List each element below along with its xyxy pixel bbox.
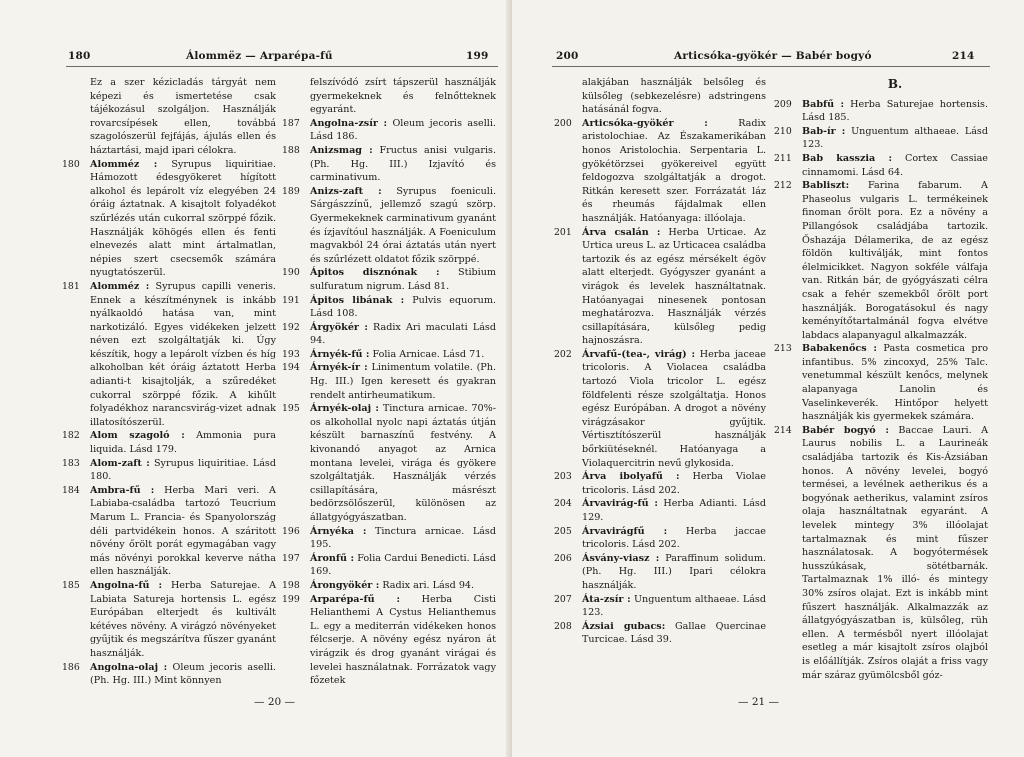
entry-term: Babér bogyó :: [802, 424, 889, 436]
entry-text: Folia Arnicae. Lásd 71.: [372, 348, 485, 360]
entry-number: 180: [62, 158, 80, 170]
entry-text: Farina fabarum. A Phaseolus vulgaris L. termékeinek finoman őrölt pora. Ez a növény a Pillangósok családjába tartozik. Őshazája Délamerika, de az egész földön kultiválják, mint fontos élelmicikket. Nagyon sokféle válfaja van. Ritkán bár, de gyógyászati célra csak a fehér szemekből őrölt port használják. Borogatásokul és nagy keményítőtartalmánál fogva elvétve labdacs alapanyagul alkalmazzák.: [802, 180, 988, 341]
entry-text: Herba Urticae. Az Urtica ureus L. az Urticacea családba tartozik és az egész mérsékelt égöv alatt elterjedt. Gyógyszer gyanánt a virágok és levelek használtatnak. Hatóanyagai ninesenek pontosan meghatározva. Használják vérzés csillapítására, külsőleg pedig hajnoszásra.: [582, 226, 766, 347]
entry-number: 205: [554, 525, 572, 537]
entry-term: Bab kasszia :: [802, 152, 893, 164]
entry-body: [802, 342, 988, 424]
entry-number: 187: [282, 117, 300, 129]
entry-body: [310, 552, 496, 579]
entry-term: Árvavirág-fű :: [582, 498, 658, 510]
entry-term: Arparépa-fű :: [310, 593, 401, 605]
entry-body: [582, 226, 766, 348]
entry-body: [310, 579, 496, 593]
right-column-number: 214: [952, 50, 975, 62]
entry-body: [310, 321, 496, 348]
entry-text: Syrupus capilli veneris. Ennek a készítménynek is inkább nyálkaoldó hatása van, mint narkotizáló. Egyes vidékeken jelzett néven ezt szolgáltatják ki. Úgy készítik, hogy a lepárolt vízben és híg alkoholban két óráig áztatott Herba adianti-t kisajtolják, a szűredéket cukorral szörppé főzik. A kihűlt folyadékhoz narancsvirág-vizet adnak illatosítószerül.: [90, 280, 276, 428]
entry-text: Oleum jecoris aselli. Lásd 186.: [310, 117, 496, 143]
dictionary-entry: [282, 144, 496, 185]
entry-number: 182: [62, 430, 80, 442]
dictionary-entry: [282, 348, 496, 362]
entry-number: 183: [62, 457, 80, 469]
entry-term: Árongyökér :: [310, 579, 380, 591]
entry-body: [582, 593, 766, 620]
entry-number: 188: [282, 144, 300, 156]
entry-text: felszívódó zsírt tápszerül használják gyermekeknek és felnőtteknek egyaránt.: [310, 77, 496, 116]
entry-number: 211: [774, 152, 792, 164]
dictionary-entry: [282, 552, 496, 579]
entry-continuation: [554, 76, 766, 117]
dictionary-entry: [62, 158, 276, 280]
entry-text: Stibium sulfuratum nigrum. Lásd 81.: [310, 267, 496, 292]
right-running-head: Articsóka-gyökér — Babér bogyó: [674, 50, 872, 62]
left-column-2: [282, 76, 496, 688]
dictionary-entry: [774, 179, 988, 342]
entry-text: Herba Cisti Helianthemi A Cystus Helianthemus L. egy a mediterrán vidékeken honos félcserje. A növény egész nyáron át virágzik és drog gyanánt virágai és levelei használatnak. Forrázatok vagy főzetek: [310, 593, 496, 687]
right-page: [512, 0, 1024, 757]
dictionary-entry: [282, 593, 496, 688]
entry-term: Anizs-zaft :: [310, 185, 382, 197]
entry-body: [802, 98, 988, 125]
entry-text: Oleum jecoris aselli. (Ph. Hg. III.) Mint könnyen: [90, 661, 276, 687]
entry-body: [582, 497, 766, 524]
entry-term: Babfű :: [802, 98, 845, 110]
entry-number: 203: [554, 471, 572, 483]
dictionary-entry: [774, 342, 988, 424]
entry-number: 213: [774, 343, 792, 355]
entry-body: [582, 620, 766, 647]
entry-number: 207: [554, 593, 572, 605]
entry-text: Ammonia pura liquida. Lásd 179.: [90, 430, 276, 456]
dictionary-entry: [282, 294, 496, 321]
entry-text: Radix Ari maculati Lásd 94.: [310, 321, 496, 347]
entry-body: [90, 457, 276, 484]
entry-number: 199: [282, 593, 300, 605]
entry-body: [90, 76, 276, 158]
left-folio: — 20 —: [254, 696, 296, 708]
entry-text: alakjában használják belsőleg és külsőleg (sebkezelésre) adstringens hatásánál fogva.: [582, 77, 766, 116]
entry-text: Baccae Lauri. A Laurus nobilis L. a Laurineák családjába tartozik és Kis-Ázsiában honos. A növény levelei, bogyó termései, a levélnek aetherikus és a bogyónak aetherikus, valamint zsíros olaja használtatnak egyaránt. A levelek mintegy 3% illóolajat tartalmaznak és mint fűszer használatosak. A bogyótermések husszúkásak, sötétbarnák. Tartalmaznak 1% illó- és mintegy 30% zsíros olajat. Ezt is inkább mint fűszert használják. Alkalmazzák az állatgyógyászatban is, külsőleg, rüh ellen. A termésből nyert illóolajat esetleg a már kisajtolt zsíros olajból is előállítják. Zsíros olaját a friss vagy már száraz gyümölcsből góz-: [802, 424, 988, 681]
entry-body: [90, 661, 276, 688]
entry-text: Pasta cosmetica pro infantibus. 5% zincoxyd, 25% Talc. venetummal készült kenőcs, melynek alapanyaga Lanolin és Vaselinkeverék. Hintőpor helyett használják kis gyermekek számára.: [802, 343, 988, 423]
entry-body: [802, 152, 988, 179]
entry-term: Áronfű :: [310, 552, 355, 564]
entry-term: Árnyék-ír :: [310, 362, 368, 374]
entry-number: 200: [554, 117, 572, 129]
left-column-number: 199: [466, 50, 489, 62]
entry-body: [310, 185, 496, 267]
entry-number: 201: [554, 226, 572, 238]
entry-body: [90, 579, 276, 661]
entry-text: Cortex Cassiae cinnamomi. Lásd 64.: [802, 152, 988, 178]
entry-text: Fructus anisi vulgaris. (Ph. Hg. III.) Izjavító és carminativum.: [310, 144, 496, 184]
entry-term: Ápitos libának :: [310, 294, 405, 306]
dictionary-entry: [554, 552, 766, 593]
entry-term: Árnyéka :: [310, 525, 367, 537]
entry-term: Anizsmag :: [310, 144, 373, 156]
entry-term: Angolna-fű :: [90, 579, 163, 591]
entry-body: [582, 552, 766, 593]
entry-term: Angolna-zsír :: [310, 117, 388, 129]
entry-term: Ázsiai gubacs:: [582, 620, 666, 632]
entry-term: Ápitos disznónak :: [310, 267, 440, 279]
entry-body: [310, 361, 496, 402]
entry-number: 193: [282, 348, 300, 360]
entry-text: Unguentum althaeae. Lásd 123.: [582, 593, 766, 619]
entry-body: [582, 76, 766, 117]
entry-continuation: [282, 76, 496, 117]
entry-text: Herba jaceae tricoloris. A Violacea családba tartozó Viola tricolor L. egész földfelenti része szolgáltatja. Honos egész Európában. A drogot a növény virágzásakor gyűjtik. Vértisztítószerül használják bőrkiütéseknél. Hatóanyaga a Violaquercitrin nevű glykosida.: [582, 348, 766, 469]
entry-body: [90, 484, 276, 579]
dictionary-entry: [554, 117, 766, 226]
entry-number: 198: [282, 579, 300, 591]
entry-body: [582, 525, 766, 552]
entry-body: [310, 144, 496, 185]
entry-number: 204: [554, 498, 572, 510]
dictionary-entry: [62, 429, 276, 456]
entry-term: Articsóka-gyökér :: [582, 117, 708, 129]
dictionary-entry: [282, 117, 496, 144]
entry-number: 189: [282, 185, 300, 197]
dictionary-entry: [554, 620, 766, 647]
dictionary-entry: [774, 152, 988, 179]
dictionary-entry: [62, 484, 276, 579]
entry-text: Herba Violae tricoloris. Lásd 202.: [582, 471, 766, 496]
right-column-2: [774, 76, 988, 682]
dictionary-entry: [62, 661, 276, 688]
entry-term: Árgyökér :: [310, 321, 368, 333]
entry-term: Babakenőcs :: [802, 343, 877, 355]
entry-body: [310, 76, 496, 117]
entry-body: [310, 593, 496, 688]
entry-text: Syrupus foeniculi. Sárgászzínű, jellemző szagú szörp. Gyermekeknek carminativum gyanánt és ízjavítóul használják. A Foeniculum magvakból 24 órai áztatás után nyert és szűrlézett oldatot főzik szörppé.: [310, 185, 496, 265]
entry-term: Árnyék-fű :: [310, 348, 370, 360]
entry-text: Herba Mari veri. A Labiaba-családba tartozó Teucrium Marum L. Francia- és Spanyolország déli partvidékein honos. A száritott növény őrölt porát egymagában vagy más növényi porokkal keverve nátha ellen használják.: [90, 484, 276, 578]
entry-body: [310, 402, 496, 524]
entry-body: [310, 348, 496, 362]
entry-term: Áta-zsír :: [582, 593, 631, 605]
dictionary-entry: [554, 593, 766, 620]
entry-text: Tinctura arnicae. 70%-os alkohollal nyolc napi áztatás útján készült barnaszínű festvény. A kivonandó anyagot az Arnica montana levelei, virága és gyökere szolgáltatják. Használják vérzés csillapítására, másrészt bedörzsölőszerül, különösen az állatgyógyászatban.: [310, 403, 496, 523]
entry-body: [582, 348, 766, 470]
entry-text: Unguentum althaeae. Lásd 123.: [802, 125, 988, 151]
entry-text: Paraffinum solidum. (Ph. Hg. III.) Ipari célokra használják.: [582, 552, 766, 591]
entry-number: 194: [282, 362, 300, 374]
entry-number: 209: [774, 98, 792, 110]
dictionary-entry: [62, 579, 276, 661]
dictionary-entry: [554, 348, 766, 470]
entry-term: Árvavirágfű :: [582, 525, 668, 537]
right-header-rule: [552, 66, 990, 67]
entry-term: Ambra-fű :: [90, 484, 155, 496]
entry-text: Syrupus liquiritiae. Lásd 180.: [90, 457, 276, 483]
entry-text: Radix ari. Lásd 94.: [382, 579, 475, 591]
entry-body: [582, 470, 766, 497]
entry-number: 190: [282, 267, 300, 279]
entry-term: Árva ibolyafű :: [582, 471, 680, 483]
entry-body: [310, 294, 496, 321]
dictionary-entry: [554, 470, 766, 497]
entry-term: Árva csalán :: [582, 226, 661, 238]
dictionary-entry: [774, 424, 988, 682]
entry-term: Alom-zaft :: [90, 457, 150, 469]
entry-text: Radix aristolochiae. Az Északamerikában honos Aristolochia. Serpentaria L. gyökétörzsei gyökereivel együtt feldogozva szolgáltatják a drogot. Ritkán keresett szer. Forrázatát láz és rheumás fájdalmak ellen használják. Hatóanyaga: illóolaja.: [582, 117, 766, 224]
dictionary-entry: [554, 226, 766, 348]
entry-body: [802, 125, 988, 152]
entry-text: Ez a szer kézicladás tárgyát nem képezi és ismertetése csak tájékozásul szolgáljon. Használják rovarcsípések ellen, továbbá szagolószerül fejfájás, ájulás ellen és háztartási, majd ipari célokra.: [90, 77, 276, 156]
entry-continuation: [62, 76, 276, 158]
entry-number: 208: [554, 620, 572, 632]
entry-number: 195: [282, 403, 300, 415]
left-running-head: Álommëz — Arparépa-fű: [186, 50, 333, 62]
entry-number: 197: [282, 552, 300, 564]
entry-body: [310, 525, 496, 552]
entry-text: Herba Adianti. Lásd 129.: [582, 498, 766, 523]
entry-body: [90, 280, 276, 430]
entry-term: Ásvány-viasz :: [582, 552, 660, 564]
entry-text: Linimentum volatile. (Ph. Hg. III.) Igen keresett és gyakran rendelt antirheumatikum.: [310, 362, 496, 401]
dictionary-entry: [282, 321, 496, 348]
left-header-rule: [66, 66, 498, 67]
dictionary-entry: [774, 98, 988, 125]
entry-number: 181: [62, 280, 80, 292]
entry-number: 191: [282, 294, 300, 306]
entry-body: [90, 158, 276, 280]
entry-number: 210: [774, 125, 792, 137]
entry-number: 185: [62, 579, 80, 591]
dictionary-entry: [774, 125, 988, 152]
entry-text: Herba Saturejae hortensis. Lásd 185.: [802, 98, 988, 124]
right-column-1: [554, 76, 766, 647]
entry-number: 202: [554, 348, 572, 360]
right-folio: — 21 —: [738, 696, 780, 708]
entry-body: [802, 424, 988, 682]
entry-text: Gallae Quercinae Turcicae. Lásd 39.: [582, 620, 766, 646]
dictionary-entry: [62, 280, 276, 430]
dictionary-entry: [282, 402, 496, 524]
entry-text: Herba Saturejae. A Labiata Satureja hortensis L. egész Európában elterjedt és kultivált kétéves növény. A virágzó növényeket gyűjtik és megszárítva fűszer gyanánt használják.: [90, 579, 277, 659]
entry-number: 214: [774, 424, 792, 436]
entry-term: Bab-ír :: [802, 125, 846, 137]
entry-text: Herba jaccae tricoloris. Lásd 202.: [582, 525, 766, 551]
left-column-1: [62, 76, 276, 688]
entry-number: 192: [282, 321, 300, 333]
entry-term: Angolna-olaj :: [90, 661, 168, 673]
entry-number: 212: [774, 180, 792, 192]
dictionary-entry: [282, 185, 496, 267]
entry-term: Alom szagoló :: [90, 430, 185, 442]
entry-body: [90, 429, 276, 456]
dictionary-entry: [554, 525, 766, 552]
entry-body: [310, 266, 496, 293]
entry-number: 206: [554, 552, 572, 564]
entry-number: 184: [62, 484, 80, 496]
dictionary-entry: [62, 457, 276, 484]
left-page-number: 180: [68, 50, 91, 62]
entry-term: Árnyék-olaj :: [310, 403, 379, 415]
entry-body: [310, 117, 496, 144]
entry-text: Pulvis equorum. Lásd 108.: [310, 294, 496, 320]
entry-term: Alomméz :: [90, 280, 150, 292]
entry-term: Árvafű-(tea-, virág) :: [582, 348, 696, 360]
dictionary-entry: [282, 525, 496, 552]
entry-text: Syrupus liquiritiae. Hámozott édesgyökeret hígított alkohol és lepárolt víz elegyében 24 óráig áztatnak. A kisajtolt folyadékot szűrlézés után cukorral szörppé főzik. Használják köhögés ellen és fenti elnevezés alatt mint ártalmatlan, népies szert csecsemők számára nyugtatószerül.: [90, 158, 276, 279]
entry-term: Alomméz :: [90, 158, 158, 170]
entry-body: [582, 117, 766, 226]
entry-text: Tinctura arnicae. Lásd 195.: [310, 525, 496, 551]
dictionary-entry: [282, 266, 496, 293]
entry-number: 186: [62, 661, 80, 673]
entry-term: Babliszt:: [802, 180, 850, 192]
dictionary-entry: [282, 579, 496, 593]
dictionary-entry: [554, 497, 766, 524]
dictionary-entry: [282, 361, 496, 402]
letter-heading: B.: [887, 77, 903, 91]
right-page-number: 200: [556, 50, 579, 62]
entry-text: Folia Cardui Benedicti. Lásd 169.: [310, 552, 496, 578]
entry-number: 196: [282, 525, 300, 537]
entry-body: [802, 179, 988, 342]
